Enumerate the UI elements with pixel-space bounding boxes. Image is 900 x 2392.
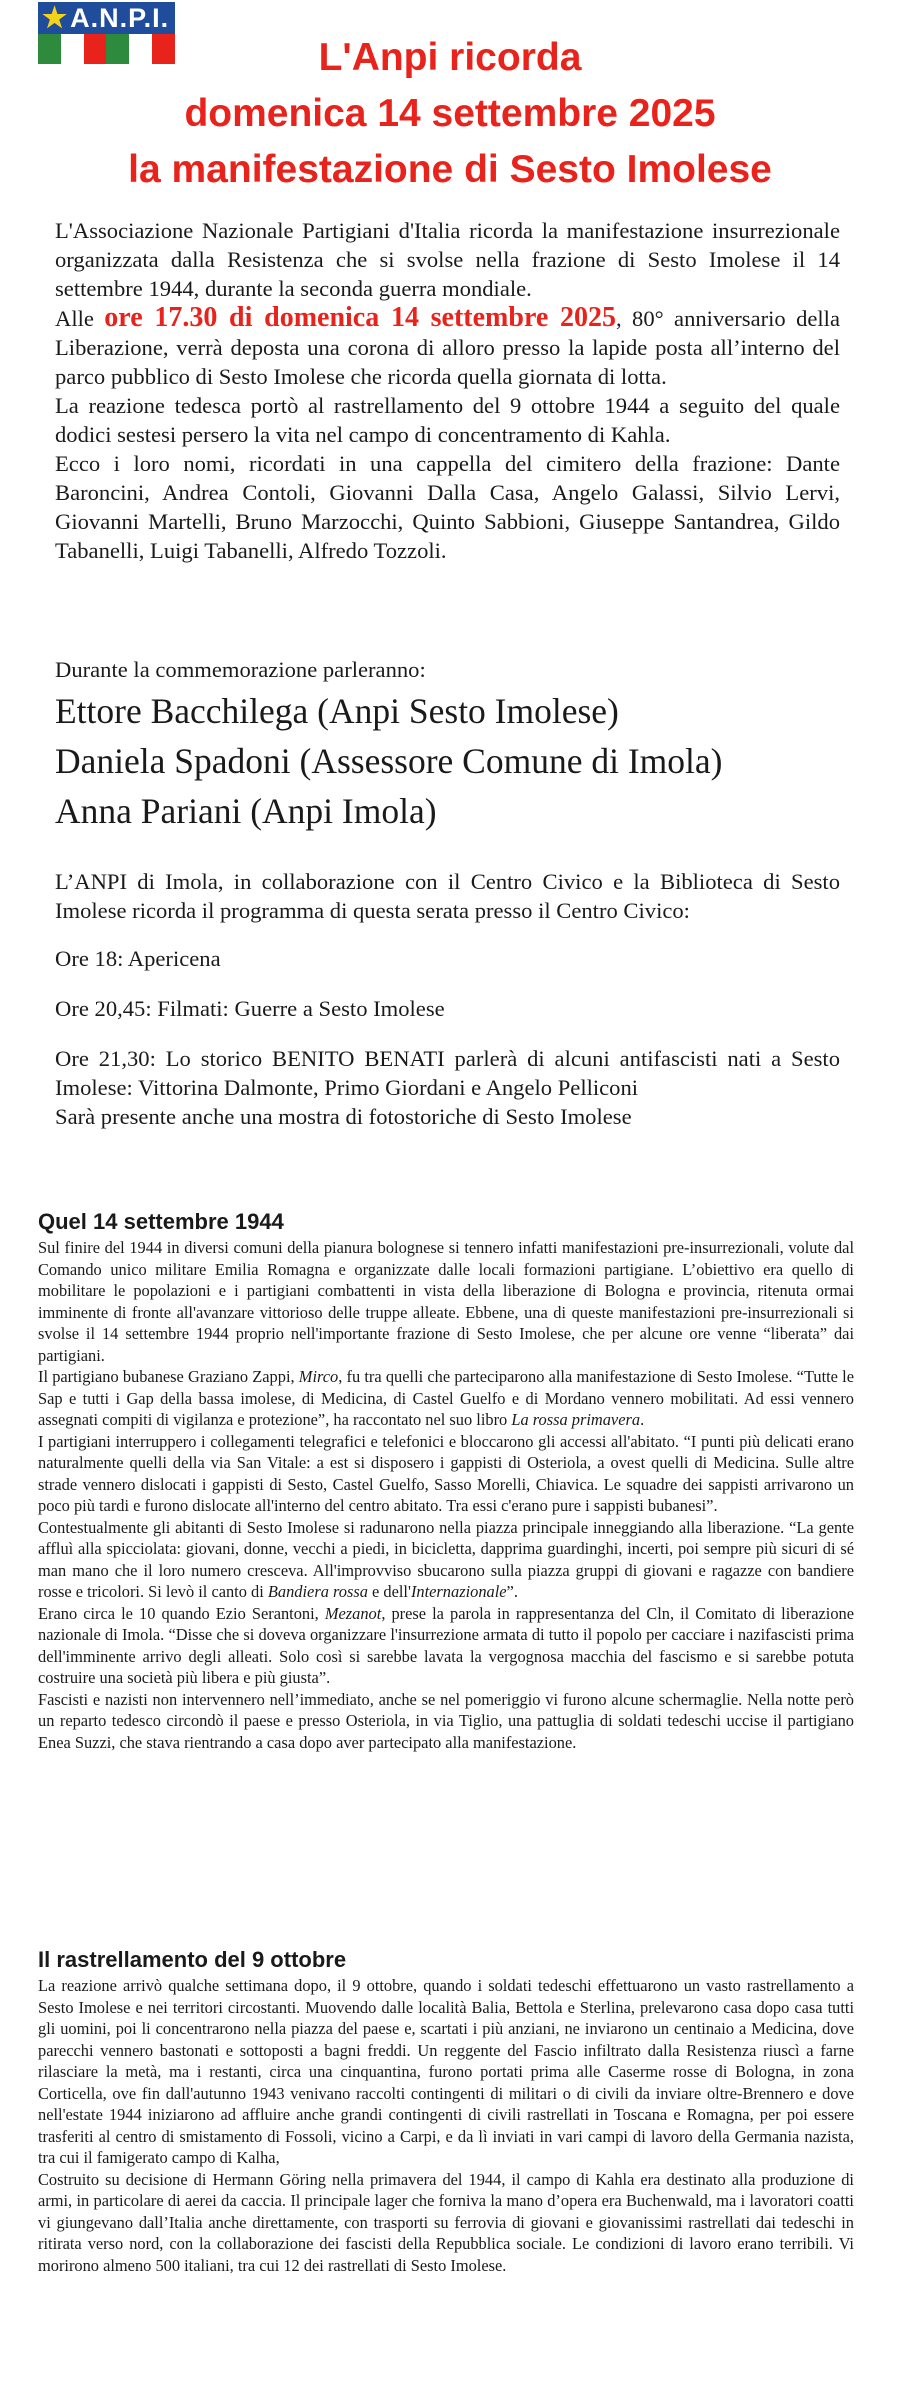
intro-block	[55, 216, 840, 565]
italic-run: Mirco	[298, 1367, 339, 1386]
speakers-block	[55, 655, 840, 836]
italic-run: Mezanot	[324, 1603, 382, 1623]
text-run: , prese la parola in rappresentanza del Cln, il Comitato di liberazione nazionale di Imola. “Disse che si doveva organizzare l'insurrezione armata di tutto il popolo per cacciare i nazifascisti prima dell'imminente arrivo degli alleati. Solo così si sarebbe lavata la vergognosa macchia del fascismo e si sarebbe potuta costruire una società più libera e più giusta”.	[38, 1603, 854, 1687]
section-1-paragraph: Fascisti e nazisti non intervennero nell’immediato, anche se nel pomeriggio vi furono alcune schermaglie. Nella notte però un reparto tedesco circondò il paese e presso Osteriola, in via Tiglio, una pattuglia di soldati tedeschi uccise il partigiano Enea Suzzi, che stava rientrando a casa dopo aver partecipato alla manifestazione.	[38, 1689, 854, 1752]
program-item: Ore 20,45: Filmati: Guerre a Sesto Imolese	[55, 996, 445, 1021]
intro-paragraph-2	[55, 303, 840, 391]
star-icon: ★	[42, 2, 69, 33]
text-run: Contestualmente gli abitanti di Sesto Imolese si radunarono nella piazza principale inneggiando alla liberazione. “La gente affluì alla spicciolata: giovani, donne, vecchi a piedi, in bicicletta, dapprima guardinghi, incerti, poi sempre più sicuri di sé man mano che il loro numero cresceva. All'improvviso sbucarono sulla piazza gruppi di giovani e ragazze con bandiere rosse e tricolori. Si levò il canto di	[38, 1517, 854, 1601]
section-heading: Il rastrellamento del 9 ottobre	[38, 1947, 347, 1972]
section-2-paragraph: Costruito su decisione di Hermann Göring nella primavera del 1944, il campo di Kahla era destinato alla produzione di armi, in particolare di aerei da caccia. Il principale lager che forniva la mano d’opera era Buchenwald, ma i lavoratori coatti vi giungevano dall’Italia anche direttamente, con trasporti su ferrovia di giovani e giovanissimi rastrellati dai tedeschi in ritirata verso nord, con la collaborazione dei fascisti della Repubblica sociale. Le condizioni di lavoro erano terribili. Vi morirono almeno 500 italiani, tra cui 12 dei rastrellati di Sesto Imolese.	[38, 2169, 854, 2275]
text-run: , fu tra quelli che parteciparono alla manifestazione di Sesto Imolese. “Tutte le Sap e tutti i Gap della bassa imolese, di Medicina, di Castel Guelfo e di Mordano vennero mobilitati. Ad essi vennero assegnati compiti di vigilanza e protezione”, ha raccontato nel suo libro	[38, 1367, 854, 1429]
italic-run: Bandiera rossa	[267, 1582, 368, 1601]
title-line-2: domenica 14 settembre 2025	[184, 92, 716, 135]
section-1-paragraph	[38, 1517, 854, 1603]
italic-run: La rossa primavera	[511, 1410, 641, 1429]
program-block	[55, 867, 840, 1131]
section-1-paragraph	[38, 1366, 854, 1431]
speakers-intro: Durante la commemorazione parleranno:	[55, 657, 426, 682]
intro-paragraph-3: La reazione tedesca portò al rastrellamento del 9 ottobre 1944 a seguito del quale dodici sestesi persero la vita nel campo di concentramento di Kahla.	[55, 393, 840, 447]
speaker-item: Ettore Bacchilega (Anpi Sesto Imolese)	[55, 691, 619, 731]
text-run: Erano circa le 10 quando Ezio Serantoni,	[38, 1603, 325, 1623]
event-time-highlight: ore 17.30 di domenica 14 settembre 2025	[104, 302, 617, 333]
section-heading: Quel 14 settembre 1944	[38, 1209, 284, 1234]
program-intro: L’ANPI di Imola, in collaborazione con il Centro Civico e la Biblioteca di Sesto Imolese ricorda il programma di questa serata presso il Centro Civico:	[55, 869, 840, 923]
page-title	[0, 30, 900, 198]
intro-paragraph-4: Ecco i loro nomi, ricordati in una cappella del cimitero della frazione: Dante Baroncini, Andrea Contoli, Giovanni Dalla Casa, Angelo Galassi, Silvio Lervi, Giovanni Martelli, Bruno Marzocchi, Quinto Sabbioni, Giuseppe Santandrea, Gildo Tabanelli, Luigi Tabanelli, Alfredo Tozzoli.	[55, 451, 840, 563]
text-run: ”.	[506, 1582, 518, 1601]
text-run: .	[640, 1410, 645, 1429]
section-1-paragraph: I partigiani interruppero i collegamenti telegrafici e telefonici e bloccarono gli accessi all'abitato. “I punti più delicati erano naturalmente quelli della via San Vitale: a est si disposero i gappisti di Osteriola, a ovest quelli di Medicina. Sulle altre strade vennero dislocati i gappisti di Sesto, Castel Guelfo, Sasso Morelli, Chiavica. Le squadre dei sappisti arrivarono un poco più tardi e furono dislocate all'interno del centro abitato. Tra essi c'erano pure i sappisti bubanesi”.	[38, 1431, 854, 1515]
speaker-item: Anna Pariani (Anpi Imola)	[55, 791, 437, 831]
program-item: Sarà presente anche una mostra di fotostoriche di Sesto Imolese	[55, 1104, 632, 1129]
program-item: Ore 21,30: Lo storico BENITO BENATI parlerà di alcuni antifascisti nati a Sesto Imolese: Vittorina Dalmonte, Primo Giordani e Angelo Pelliconi	[55, 1046, 840, 1100]
logo-text: A.N.P.I.	[70, 3, 170, 33]
section-2-paragraph: La reazione arrivò qualche settimana dopo, il 9 ottobre, quando i soldati tedeschi effettuarono un vasto rastrellamento a Sesto Imolese e nei territori circostanti. Muovendo dalle località Balia, Bettola e Sterlina, prelevarono casa dopo casa tutti gli uomini, poi li concentrarono nella piazza del paese e, scartati i più anziani, ne inviarono un centinaio a Medicina, dove parecchi vennero bastonati e sottoposti a bagni freddi. Un reggente del Fascio infiltrato dalla Resistenza riuscì a farne rilasciare la metà, ma i restanti, circa una cinquantina, furono portati prima alle Caserme rosse di Bologna, in zona Corticella, ove fin dall'autunno 1943 venivano raccolti contingenti di militari o di civili da inviare oltre-Brennero e dove nell'estate 1944 iniziarono ad affluire anche grandi contingenti di civili rastrellati in Toscana e Romagna, per poi essere trasferiti al centro di smistamento di Fossoli, vicino a Carpi, e da lì inviati in vari campi di lavoro della Germania nazista, tra cui il famigerato campo di Kalha,	[38, 1976, 854, 2167]
speaker-item: Daniela Spadoni (Assessore Comune di Imola)	[55, 741, 723, 781]
intro-p2-rest: , 80° anniversario della Liberazione, verrà deposta una corona di alloro presso la lapide posta all’interno del parco pubblico di Sesto Imolese che ricorda quella giornata di lotta.	[55, 306, 840, 389]
title-line-3: la manifestazione di Sesto Imolese	[128, 148, 772, 191]
section-1-paragraph	[38, 1603, 854, 1689]
section-1-paragraph: Sul finire del 1944 in diversi comuni della pianura bolognese si tennero infatti manifestazioni pre-insurrezionali, volute dal Comando unico militare Emilia Romagna e organizzate dalle locali formazioni partigiane. L’obiettivo era quello di mobilitare le popolazioni e i partigiani combattenti in vista della liberazione di Bologna e provincia, ritenuta ormai imminente di fronte all'avanzare vittorioso delle truppe alleate. Ebbene, una di queste manifestazioni pre-insurrezionali si svolse il 14 settembre 1944 proprio nell'importante frazione di Sesto Imolese, che per alcune ore venne “liberata” dai partigiani.	[38, 1238, 854, 1365]
section-1-body	[38, 1237, 854, 1753]
text-run: Il partigiano bubanese Graziano Zappi,	[38, 1367, 299, 1386]
intro-paragraph-1: L'Associazione Nazionale Partigiani d'Italia ricorda la manifestazione insurrezionale organizzata dalla Resistenza che si svolse nella frazione di Sesto Imolese il 14 settembre 1944, durante la seconda guerra mondiale.	[55, 218, 840, 301]
speakers-list	[55, 686, 840, 836]
text-run: e dell'	[367, 1582, 411, 1601]
section-2-body	[38, 1975, 854, 2276]
program-item: Ore 18: Apericena	[55, 946, 221, 971]
intro-p2-start: Alle	[55, 306, 105, 331]
italic-run: Internazionale	[410, 1582, 507, 1601]
title-line-1: L'Anpi ricorda	[318, 36, 582, 79]
